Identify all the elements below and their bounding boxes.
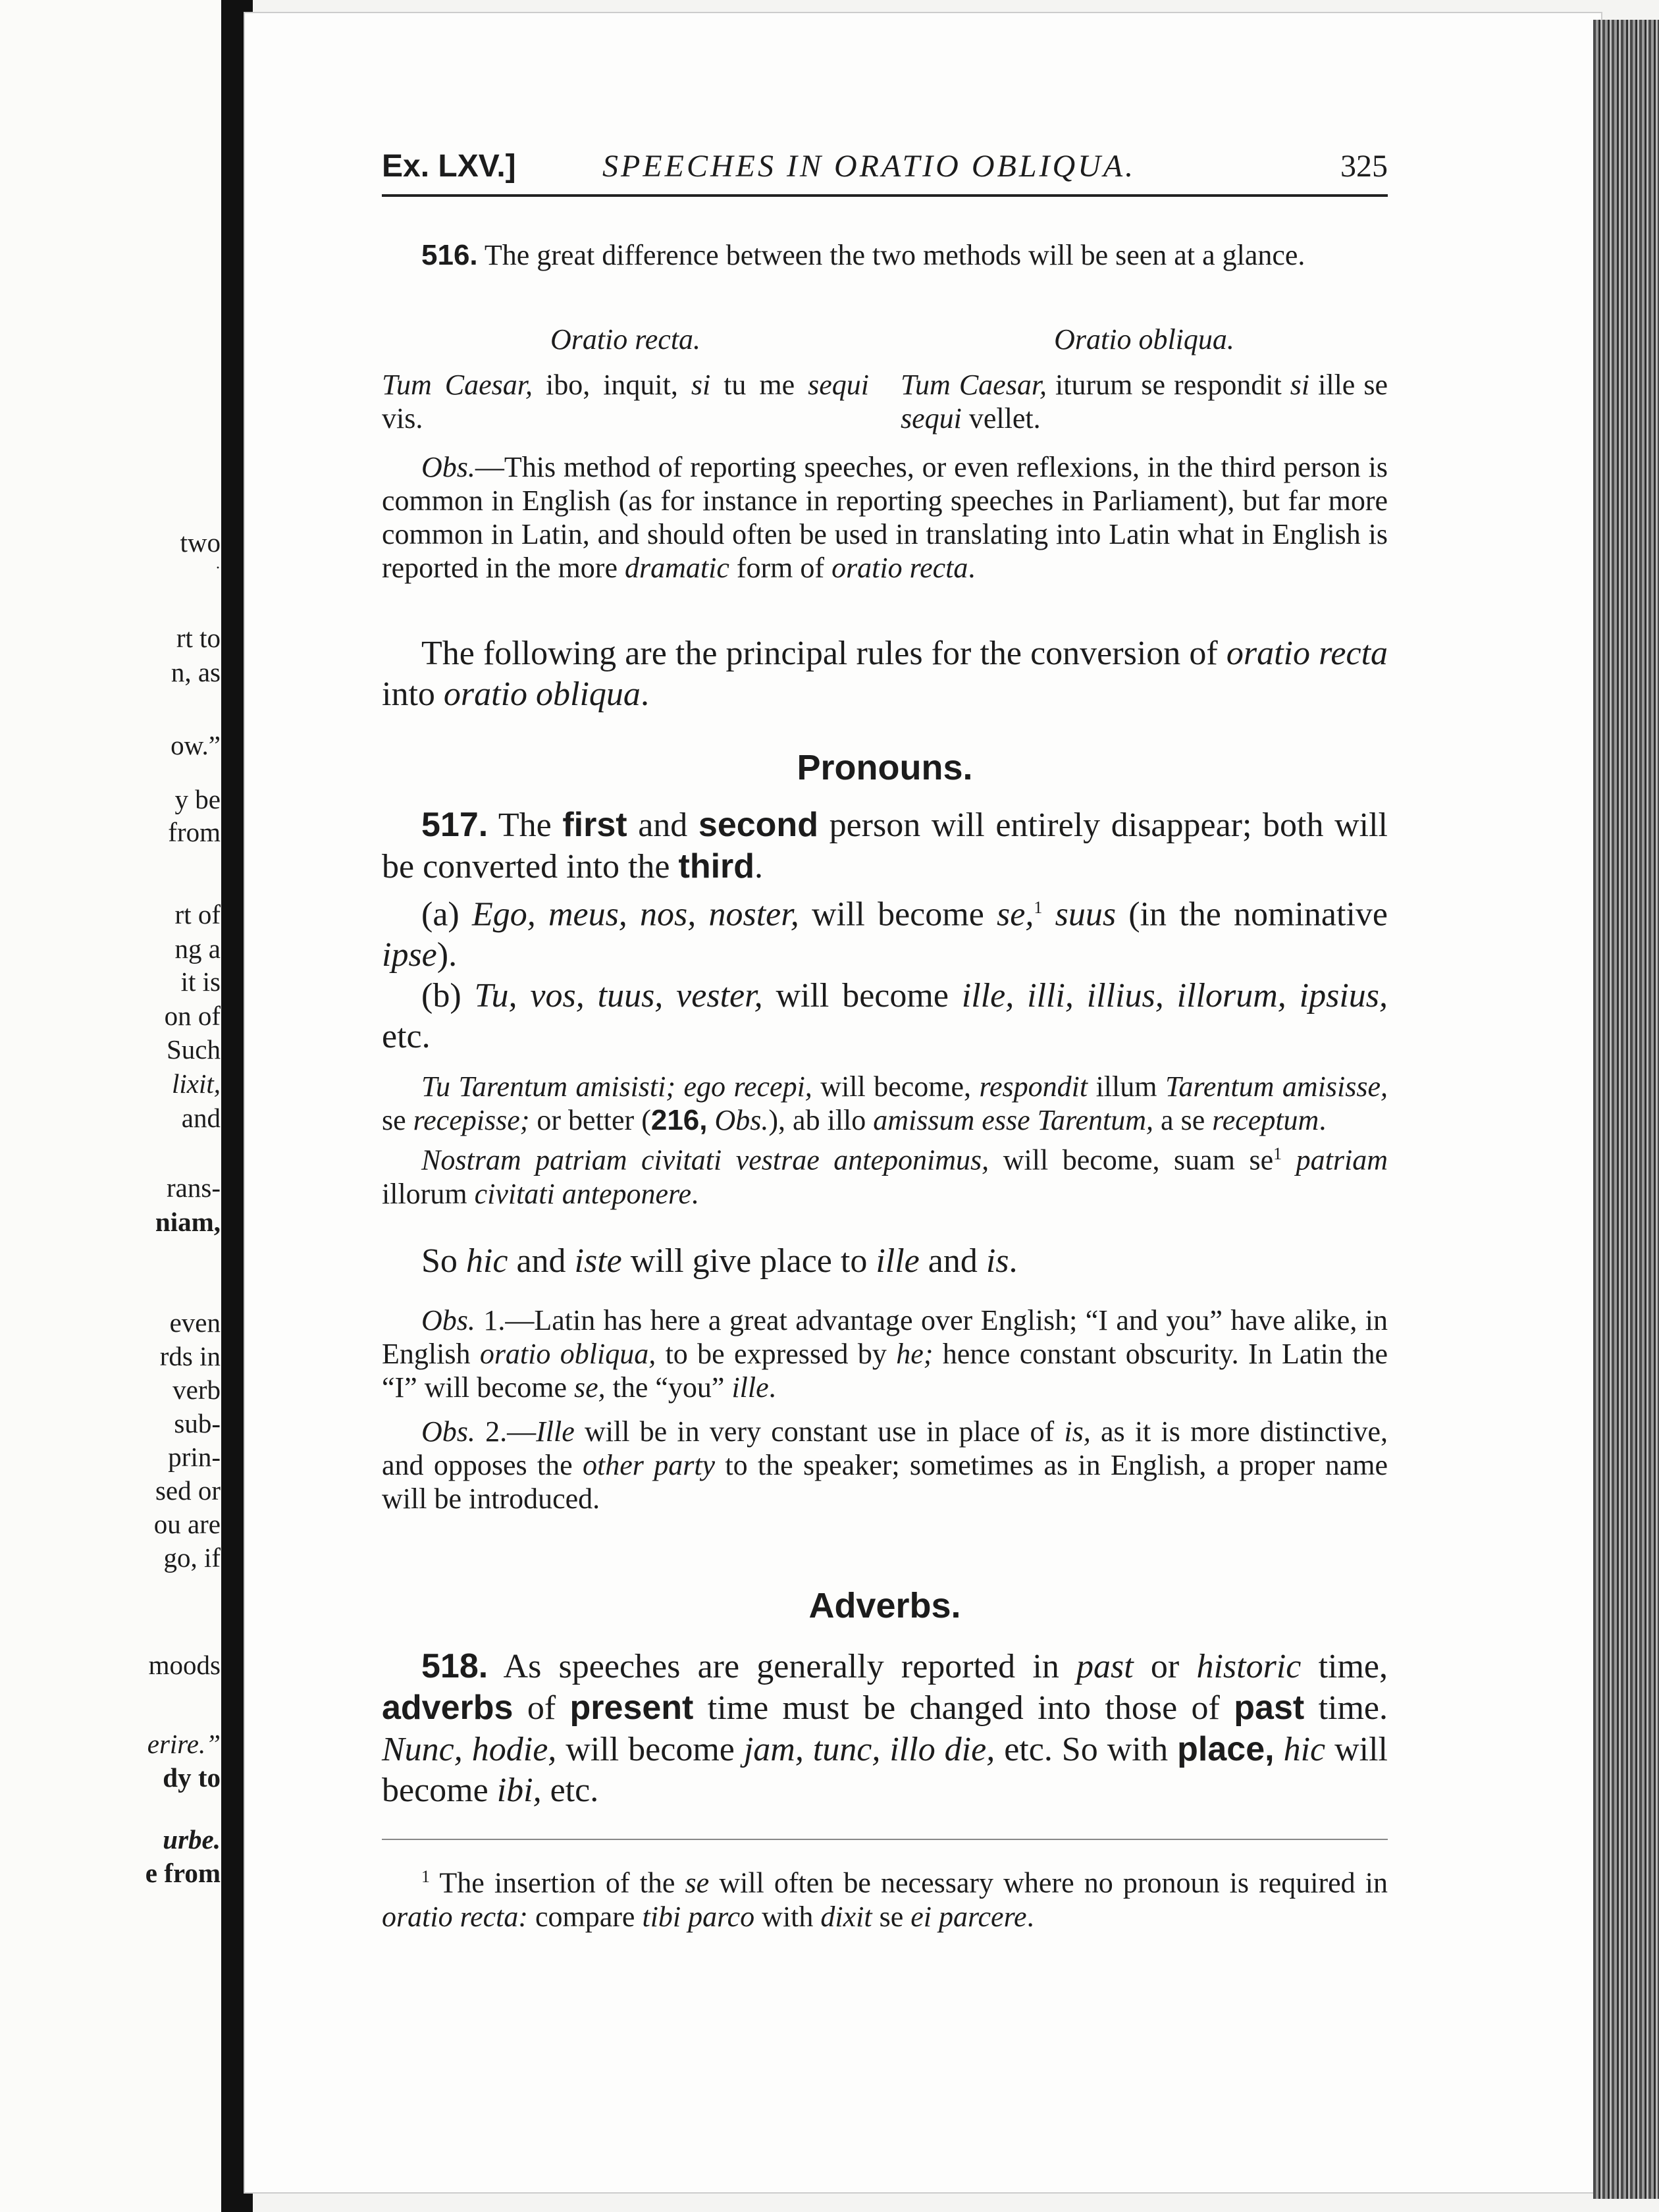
text-span: Nostram patriam civitati vestrae anteponimus,	[421, 1144, 989, 1176]
text-span: the “you”	[605, 1371, 732, 1404]
text-span: will be in very constant use in place of	[574, 1415, 1065, 1448]
obs-516	[382, 450, 1388, 585]
text-span: etc. So with	[995, 1731, 1178, 1768]
example-tarentum	[382, 1070, 1388, 1211]
left-text: verb	[172, 1375, 221, 1405]
text-span: Obs.	[421, 451, 475, 483]
text-span: and	[508, 1242, 575, 1280]
text-span: oratio recta	[1226, 635, 1388, 672]
text-span: hic	[465, 1242, 508, 1280]
text-span: 518.	[421, 1647, 488, 1685]
text-span: .	[691, 1177, 699, 1210]
column-heading: Oratio obliqua.	[1054, 323, 1234, 356]
left-text: on of	[164, 1001, 221, 1031]
example-patriam	[382, 1137, 1388, 1211]
text-span: 1	[1273, 1144, 1282, 1163]
text-span: .	[754, 848, 764, 885]
text-span: or better (	[529, 1104, 651, 1136]
text-span: respondit	[979, 1070, 1088, 1103]
footnote	[382, 1860, 1388, 1934]
text-span: will become	[382, 1731, 1388, 1809]
exercise-label: Ex. LXV.]	[382, 149, 516, 184]
text-span	[1275, 1731, 1284, 1768]
text-span: Tum Caesar,	[382, 369, 533, 401]
text-span: 1	[1034, 898, 1043, 917]
text-span: .	[968, 552, 976, 584]
text-span: .	[1009, 1242, 1018, 1280]
left-text: and	[181, 1103, 221, 1133]
text-span: past	[1076, 1648, 1134, 1685]
text-span: receptum	[1212, 1104, 1319, 1136]
text-span: vellet.	[961, 402, 1041, 434]
column-oratio-obliqua	[901, 323, 1388, 435]
left-text: moods	[148, 1650, 221, 1680]
heading-pronouns: Pronouns.	[797, 748, 973, 787]
text-span: hic	[1283, 1731, 1326, 1768]
page-edge	[1593, 20, 1659, 2199]
text-span: Obs.	[421, 1304, 475, 1336]
text-span: (a)	[421, 895, 460, 934]
text-span: first	[562, 806, 627, 844]
text-span: is	[986, 1242, 1009, 1280]
left-text: erire.”	[147, 1729, 221, 1759]
left-text: two	[180, 527, 221, 558]
footnote-rule	[382, 1839, 1388, 1840]
text-span: as it is more distinctive, and opposes the	[382, 1415, 1388, 1481]
text-span: vis.	[382, 402, 423, 434]
text-span: of	[513, 1689, 570, 1727]
text-span: will become	[762, 977, 962, 1015]
text-span: etc.	[382, 1018, 431, 1056]
text-span: (in the nominative	[1116, 895, 1388, 934]
text-span: Obs.	[421, 1415, 475, 1448]
text-span: etc.	[541, 1772, 599, 1809]
text-span: with	[754, 1900, 821, 1933]
text-span: will become, suam se	[989, 1144, 1274, 1176]
text-span: The	[488, 806, 563, 844]
text-span: 517.	[421, 806, 488, 844]
left-page-fragment	[0, 0, 228, 2212]
text-span: time must be changed into those of	[693, 1689, 1234, 1727]
text-span: Obs.	[707, 1104, 769, 1136]
text-span: will become,	[812, 1070, 980, 1103]
left-text: niam,	[155, 1207, 221, 1237]
text-span: 1	[421, 1867, 430, 1886]
left-text: n, as	[171, 657, 221, 687]
text-span: ).	[436, 936, 458, 974]
text-span: ille, illi, illius, illorum, ipsius,	[961, 977, 1388, 1015]
text-span: compare	[528, 1900, 643, 1933]
text-span: illorum	[382, 1177, 475, 1210]
text-span: will become	[556, 1731, 744, 1768]
clause-517a	[382, 887, 1388, 976]
text-span: se,	[573, 1371, 606, 1404]
text-span: The insertion of the	[430, 1866, 685, 1899]
text-span: historic	[1196, 1648, 1302, 1685]
text-span: Tum Caesar,	[901, 369, 1047, 401]
column-oratio-recta	[382, 323, 869, 435]
text-span: 216,	[650, 1104, 708, 1136]
section-518	[382, 1646, 1388, 1811]
left-text: rt of	[174, 899, 221, 930]
text-span: ), ab illo	[768, 1104, 874, 1136]
text-span: jam, tunc, illo die,	[743, 1731, 995, 1768]
text-span: Ille	[536, 1415, 575, 1448]
text-span: tibi parco	[642, 1900, 755, 1933]
text-span: time.	[1304, 1689, 1388, 1727]
text-span: will give place to	[621, 1242, 876, 1280]
text-span: ipse	[382, 936, 437, 974]
text-span: will often be necessary where no pronoun is required in	[709, 1866, 1388, 1899]
text-span: a se	[1153, 1104, 1213, 1136]
column-text	[382, 368, 869, 435]
left-text: even	[169, 1307, 221, 1338]
text-span: will become	[799, 895, 997, 934]
left-text: rds in	[159, 1341, 221, 1371]
text-span: ibo, inquit,	[533, 369, 691, 401]
left-text: rans-	[167, 1172, 221, 1203]
text-span: oratio recta:	[382, 1900, 528, 1933]
text-span: he;	[896, 1338, 934, 1370]
text-span: Ego, meus, nos, noster,	[459, 895, 799, 934]
text-span: se	[685, 1866, 710, 1899]
text-span: iturum se respondit	[1047, 369, 1290, 401]
left-text: rt to	[176, 623, 221, 653]
text-span: other party	[583, 1449, 716, 1481]
text-span: .	[1319, 1104, 1327, 1136]
text-span: and	[627, 806, 698, 844]
text-span: se	[872, 1900, 911, 1933]
left-text: sub-	[174, 1408, 221, 1438]
text-span: si	[1290, 369, 1310, 401]
text-span: hence constant obscurity. In Latin the “I” will become	[382, 1338, 1388, 1404]
text-span: ille se	[1309, 369, 1388, 401]
text-span: (b)	[421, 977, 461, 1015]
text-span: se	[382, 1104, 413, 1136]
left-text: lixit,	[171, 1068, 221, 1099]
text-span: oratio obliqua	[443, 675, 641, 713]
left-text: from	[168, 817, 221, 847]
text-span: and	[919, 1242, 986, 1280]
running-header	[382, 148, 1388, 197]
left-text: e from	[145, 1858, 221, 1888]
text-span: is,	[1064, 1415, 1091, 1448]
text-span: to be expressed by	[656, 1338, 897, 1370]
text-span: person will entirely disappear; both will be converted into the	[382, 806, 1388, 885]
left-text: sed or	[155, 1475, 221, 1506]
text-span: The following are the principal rules for the conversion of	[421, 635, 1226, 672]
text-span: ibi,	[496, 1772, 542, 1809]
paragraph-516	[382, 238, 1388, 272]
left-text: ow.”	[171, 730, 221, 760]
text-span: dixit	[820, 1900, 872, 1933]
text-span: The great difference between the two methods will be seen at a glance.	[484, 239, 1305, 271]
heading-adverbs: Adverbs.	[808, 1586, 961, 1625]
column-heading: Oratio recta.	[550, 323, 701, 356]
text-span: recepisse;	[413, 1104, 530, 1136]
text-span: into	[382, 675, 444, 713]
text-span: to the speaker; sometimes as in English, a proper name will be introduced.	[382, 1449, 1388, 1515]
text-span: —This method of reporting speeches, or even reflexions, in the third person is common in English (as for instance in reporting speeches in Parliament), but far more common in Latin, and should often be used in translating into Latin what in English is reported in the more	[382, 451, 1388, 584]
left-text: go, if	[163, 1542, 221, 1573]
text-span: oratio obliqua,	[479, 1338, 656, 1370]
left-text: ·	[215, 560, 221, 577]
text-span: sequi	[808, 369, 869, 401]
text-span: tu me	[710, 369, 808, 401]
clause-517b	[382, 976, 1388, 1057]
text-span: present	[569, 1689, 694, 1727]
text-span: ille	[731, 1371, 769, 1404]
left-text: it is	[180, 966, 221, 997]
text-span: 516.	[421, 239, 478, 271]
left-text: prin-	[168, 1442, 221, 1472]
so-hic	[382, 1241, 1388, 1282]
section-516	[382, 238, 1388, 272]
column-text	[901, 368, 1388, 435]
text-span: or	[1133, 1648, 1197, 1685]
section-517	[382, 804, 1388, 1057]
obs-1	[382, 1304, 1388, 1404]
text-span: oratio recta	[831, 552, 968, 584]
text-span: time,	[1301, 1648, 1388, 1685]
text-span: ei parcere	[910, 1900, 1027, 1933]
text-span: illum	[1088, 1070, 1165, 1103]
text-span: adverbs	[382, 1689, 514, 1727]
text-span: Tu, vos, tuus, vester,	[461, 977, 763, 1015]
text-span: Tarentum amisisse,	[1165, 1070, 1388, 1103]
text-span: second	[698, 806, 818, 844]
left-text: ou are	[153, 1509, 221, 1539]
obs-2	[382, 1415, 1388, 1515]
running-title: SPEECHES IN ORATIO OBLIQUA.	[602, 149, 1136, 184]
text-span: form of	[729, 552, 832, 584]
text-span: place,	[1177, 1730, 1275, 1768]
left-text: y be	[174, 784, 221, 814]
text-span: sequi	[901, 402, 962, 434]
text-span: past	[1234, 1689, 1305, 1727]
left-text: dy to	[163, 1762, 221, 1793]
rules-intro	[382, 633, 1388, 715]
text-span: dramatic	[624, 552, 729, 584]
left-text: ng a	[174, 934, 221, 964]
text-span: si	[691, 369, 711, 401]
text-span: 2.—	[475, 1415, 537, 1448]
text-span: So	[421, 1242, 466, 1280]
text-span: ille	[876, 1242, 920, 1280]
text-span: civitati anteponere	[474, 1177, 692, 1210]
text-span: As speeches are generally reported in	[488, 1648, 1077, 1685]
text-span: suus	[1042, 895, 1117, 934]
text-span: .	[640, 675, 649, 713]
text-span: .	[768, 1371, 776, 1404]
text-span: amissum esse Tarentum,	[873, 1104, 1154, 1136]
text-span: iste	[574, 1242, 622, 1280]
text-span: Nunc, hodie,	[382, 1731, 557, 1768]
left-text: urbe.	[163, 1824, 221, 1855]
left-text: Such	[167, 1034, 221, 1065]
text-span: third	[678, 847, 755, 885]
page-number: 325	[1340, 149, 1388, 184]
text-span: Tu Tarentum amisisti; ego recepi,	[421, 1070, 812, 1103]
text-span: .	[1026, 1900, 1034, 1933]
text-span: se,	[997, 895, 1034, 934]
obs-517	[382, 1304, 1388, 1515]
text-span: patriam	[1282, 1144, 1388, 1176]
text-span: 1.—Latin has here a great advantage over English; “I and you” have alike, in English	[382, 1304, 1388, 1370]
